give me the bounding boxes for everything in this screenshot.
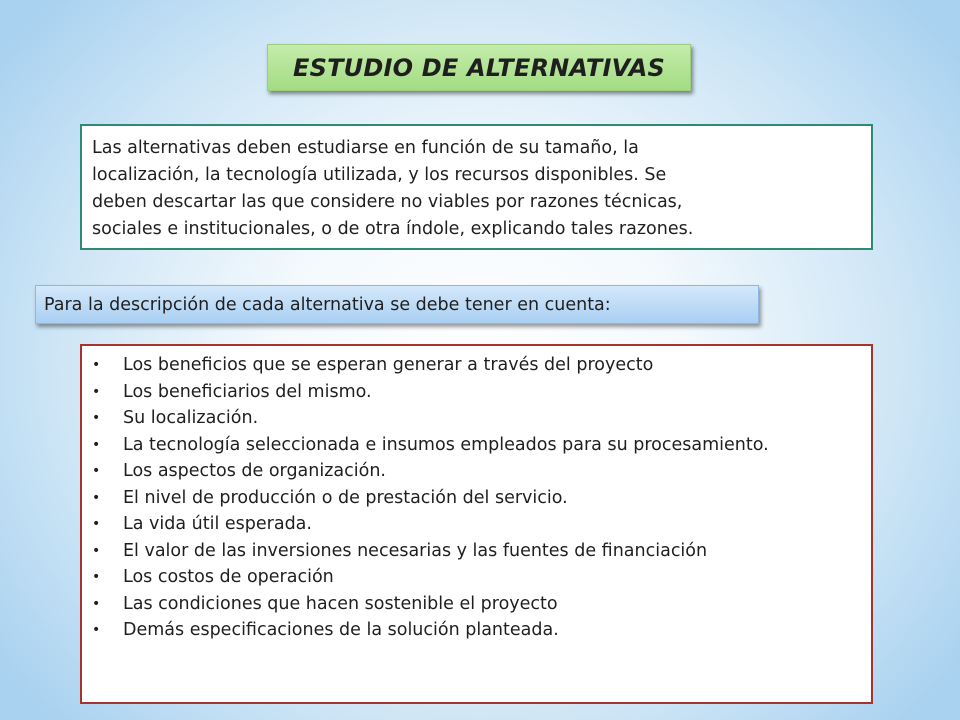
bullet-icon: • xyxy=(92,383,101,400)
intro-paragraph xyxy=(92,135,861,243)
bullet-icon: • xyxy=(92,436,101,453)
criteria-list xyxy=(92,352,861,644)
intro-line: Las alternativas deben estudiarse en función de su tamaño, la xyxy=(92,138,639,158)
list-item xyxy=(92,379,861,406)
list-item xyxy=(92,591,861,618)
criteria-list-box xyxy=(80,344,873,704)
list-item-text: El nivel de producción o de prestación del servicio. xyxy=(123,487,568,508)
page-title: ESTUDIO DE ALTERNATIVAS xyxy=(292,53,666,82)
list-item xyxy=(92,458,861,485)
title-banner xyxy=(267,44,691,91)
list-item-text: Los costos de operación xyxy=(123,567,334,587)
list-item xyxy=(92,485,861,512)
list-item xyxy=(92,617,861,644)
intro-line: deben descartar las que considere no viables por razones técnicas, xyxy=(92,192,683,212)
list-item-text: Demás especificaciones de la solución planteada. xyxy=(123,620,559,640)
bullet-icon: • xyxy=(92,516,101,532)
bullet-icon: • xyxy=(92,357,101,373)
intro-line: sociales e institucionales, o de otra índole, explicando tales razones. xyxy=(92,219,694,239)
intro-line: localización, la tecnología utilizada, y los recursos disponibles. Se xyxy=(92,165,667,185)
list-item-text: La tecnología seleccionada e insumos empleados para su procesamiento. xyxy=(123,434,769,455)
list-item-text: El valor de las inversiones necesarias y las fuentes de financiación xyxy=(123,540,708,561)
list-item-text: Su localización. xyxy=(123,408,259,428)
bullet-icon: • xyxy=(92,569,101,585)
list-item-text: Los aspectos de organización. xyxy=(123,461,386,481)
list-item-text: Los beneficiarios del mismo. xyxy=(123,381,372,402)
list-item xyxy=(92,511,861,538)
list-item xyxy=(92,405,861,432)
list-item xyxy=(92,564,861,591)
list-item-text: Las condiciones que hacen sostenible el proyecto xyxy=(123,593,558,614)
bullet-icon: • xyxy=(92,595,101,612)
bullet-icon: • xyxy=(92,542,101,559)
subheading-banner xyxy=(35,285,759,324)
bullet-icon: • xyxy=(92,410,101,426)
subheading-text: Para la descripción de cada alternativa se debe tener en cuenta: xyxy=(44,294,611,315)
bullet-icon: • xyxy=(92,463,101,479)
bullet-icon: • xyxy=(92,489,101,506)
list-item xyxy=(92,352,861,379)
bullet-icon: • xyxy=(92,622,101,638)
intro-textbox xyxy=(80,124,873,250)
list-item-text: La vida útil esperada. xyxy=(123,514,312,534)
list-item xyxy=(92,432,861,459)
list-item-text: Los beneficios que se esperan generar a través del proyecto xyxy=(123,355,654,375)
list-item xyxy=(92,538,861,565)
